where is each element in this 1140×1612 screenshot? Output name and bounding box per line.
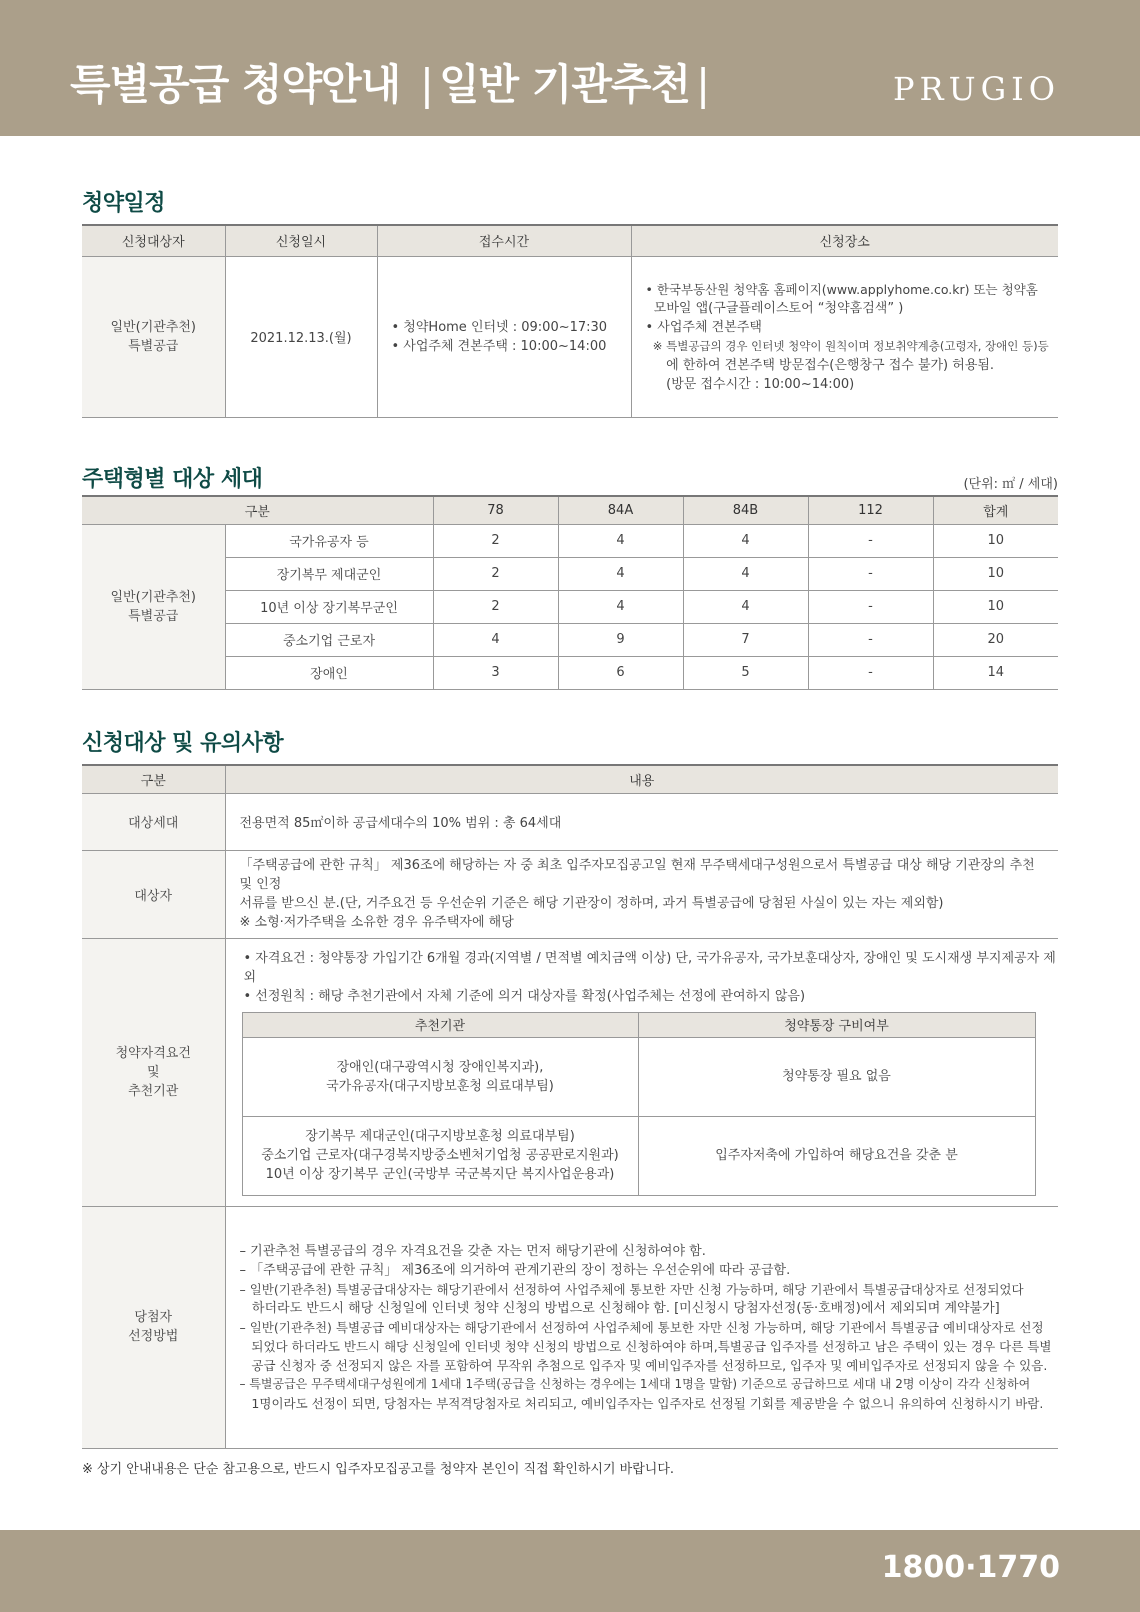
units-cell-total: 10 (933, 524, 1058, 557)
notice-selection-line: 하더라도 반드시 해당 신청일에 인터넷 청약 신청의 방법으로 신청해야 함. [미신청시 당첨자선정(동·호배정)에서 제외되며 계약불가] (239, 1300, 1000, 1316)
schedule-time-item: • 사업주체 견본주택 : 10:00~14:00 (391, 338, 607, 354)
units-header-78: 78 (433, 496, 558, 524)
notice-eligible-cell (225, 850, 1058, 938)
table-row (82, 656, 1058, 689)
units-row-label: 장기복무 제대군인 (225, 557, 433, 590)
notice-qualification-label-1: 청약자격요건 (115, 1045, 191, 1061)
schedule-title: 청약일정 (82, 190, 166, 216)
units-cell-84a: 6 (558, 656, 683, 689)
units-cell-112: - (808, 656, 933, 689)
notice-title: 신청대상 및 유의사항 (82, 730, 284, 756)
schedule-target-cell (82, 256, 225, 417)
notice-qualification-label-2: 및 (146, 1064, 160, 1080)
title-sub: 일반 기관추천 (438, 60, 691, 109)
title-main: 특별공급 청약안내 (70, 60, 401, 109)
inner-org-line: 장애인(대구광역시청 장애인복지과), (336, 1059, 544, 1075)
phone-number: 1800·1770 (881, 1550, 1060, 1585)
units-cell-112: - (808, 557, 933, 590)
units-title: 주택형별 대상 세대 (82, 466, 263, 492)
units-cell-total: 10 (933, 590, 1058, 623)
table-row (82, 557, 1058, 590)
notice-label-households: 대상세대 (82, 793, 225, 850)
schedule-header-time: 접수시간 (377, 225, 631, 256)
table-row (82, 623, 1058, 656)
schedule-times-cell (377, 256, 631, 417)
table-row (242, 1116, 1035, 1195)
units-cell-84a: 9 (558, 623, 683, 656)
schedule-date: 2021.12.13.(월) (225, 256, 377, 417)
schedule-place-line: (방문 접수시간 : 10:00~14:00) (645, 376, 855, 392)
units-cell-84a: 4 (558, 590, 683, 623)
units-cell-112: - (808, 524, 933, 557)
notice-eligible-line: 「주택공급에 관한 규칙」 제36조에 해당하는 자 중 최초 입주자모집공고일 현재 무주택세대구성원으로서 특별공급 대상 해당 기관장의 추천 및 인정 (239, 858, 1035, 892)
units-cell-84b: 4 (683, 524, 808, 557)
units-cell-total: 10 (933, 557, 1058, 590)
notice-qualification-label-cell (82, 938, 225, 1206)
notice-eligible-line: 서류를 받으신 분.(단, 거주요건 등 우선순위 기준은 해당 기관장이 정하며, 과거 특별공급에 당첨된 사실이 있는 자는 제외함) (239, 896, 944, 911)
units-cell-84b: 5 (683, 656, 808, 689)
notice-selection-label-1: 당첨자 (134, 1310, 173, 1325)
units-cell-84a: 4 (558, 524, 683, 557)
notice-households-text: 전용면적 85㎡이하 공급세대수의 10% 범위 : 총 64세대 (225, 793, 1058, 850)
units-cell-112: - (808, 590, 933, 623)
schedule-header-target: 신청대상자 (82, 225, 225, 256)
units-cell-112: - (808, 623, 933, 656)
schedule-place-line: 모바일 앱(구글플레이스토어 “청약홈검색” ) (645, 300, 904, 316)
table-row (82, 1206, 1058, 1448)
schedule-place-line: 에 한하여 견본주택 방문접수(은행창구 접수 불가) 허용됨. (645, 357, 995, 373)
notice-eligible-line: ※ 소형·저가주택을 소유한 경우 유주택자에 해당 (239, 915, 514, 930)
units-row-label: 10년 이상 장기복무군인 (225, 590, 433, 623)
schedule-place-line: ※ 특별공급의 경우 인터넷 청약이 원칙이며 정보취약계층(고령자, 장애인 등)등 (645, 338, 1049, 353)
schedule-place-line: • 사업주체 견본주택 (645, 319, 762, 335)
units-cell-78: 4 (433, 623, 558, 656)
units-cell-total: 14 (933, 656, 1058, 689)
schedule-target-line2: 특별공급 (128, 338, 179, 354)
units-cell-78: 3 (433, 656, 558, 689)
units-cell-84b: 4 (683, 557, 808, 590)
notice-header-category: 구분 (82, 765, 225, 793)
page-title (70, 52, 715, 112)
notice-header-content: 내용 (225, 765, 1058, 793)
units-row-label: 중소기업 근로자 (225, 623, 433, 656)
units-cell-total: 20 (933, 623, 1058, 656)
inner-org-line: 중소기업 근로자(대구경북지방중소벤처기업청 공공판로지원과) (261, 1148, 619, 1163)
units-header-total: 합계 (933, 496, 1058, 524)
inner-org-cell (242, 1037, 638, 1116)
schedule-time-item: • 청약Home 인터넷 : 09:00~17:30 (391, 319, 608, 335)
recommend-org-table (242, 1012, 1036, 1196)
notice-selection-label-cell (82, 1206, 225, 1448)
table-row (82, 590, 1058, 623)
notice-label-eligible: 대상자 (82, 850, 225, 938)
inner-org-cell (242, 1116, 638, 1195)
header-banner (0, 0, 1140, 136)
units-row-label: 장애인 (225, 656, 433, 689)
inner-org-line: 장기복무 제대군인(대구지방보훈청 의료대부팀) (305, 1129, 575, 1144)
units-header-category: 구분 (82, 496, 433, 524)
brand-logo: PRUGIO (892, 70, 1060, 108)
units-unit-note: (단위: ㎡ / 세대) (963, 477, 1058, 492)
notice-qualification-label-3: 추천기관 (128, 1083, 179, 1099)
table-row (82, 850, 1058, 938)
notice-selection-line: – 기관추천 특별공급의 경우 자격요건을 갖춘 자는 먼저 해당기관에 신청하여야 함. (239, 1243, 706, 1259)
schedule-table (82, 224, 1058, 418)
schedule-target-line1: 일반(기관추천) (110, 319, 196, 335)
inner-account-value: 입주자저축에 가입하여 해당요건을 갖춘 분 (638, 1116, 1035, 1195)
units-cell-84a: 4 (558, 557, 683, 590)
table-row (82, 524, 1058, 557)
notice-selection-label-2: 선정방법 (128, 1329, 179, 1344)
notice-selection-line: 공급 신청자 중 선정되지 않은 자를 포함하여 무작위 추첨으로 입주자 및 예비입주자를 선정하므로, 입주자 및 예비입주자로 선정되지 않을 수 있음. (239, 1357, 1048, 1373)
units-row-label: 국가유공자 등 (225, 524, 433, 557)
notice-qualification-bullet: • 자격요건 : 청약통장 가입기간 6개월 경과(지역별 / 면적별 예치금액 이상) 단, 국가유공자, 국가보훈대상자, 장애인 및 도시재생 부지제공자 제외 (243, 950, 1056, 985)
units-cell-78: 2 (433, 590, 558, 623)
footer-banner (0, 1530, 1140, 1612)
units-table (82, 495, 1058, 690)
inner-header-org: 추천기관 (242, 1012, 638, 1037)
inner-org-line: 국가유공자(대구지방보훈청 의료대부팀) (326, 1078, 554, 1094)
units-group-cell (82, 524, 225, 689)
title-separator-left: | (419, 60, 433, 109)
units-header-112: 112 (808, 496, 933, 524)
notice-selection-line: 1명이라도 선정이 되면, 당첨자는 부적격당첨자로 처리되고, 예비입주자는 입주자로 선정될 기회를 제공받을 수 없으니 유의하여 신청하시기 바람. (239, 1395, 1044, 1411)
units-cell-78: 2 (433, 524, 558, 557)
units-cell-84b: 7 (683, 623, 808, 656)
schedule-header-place: 신청장소 (631, 225, 1058, 256)
inner-account-value: 청약통장 필요 없음 (638, 1037, 1035, 1116)
title-separator-right: | (696, 60, 710, 109)
notice-selection-line: – 일반(기관추천) 특별공급대상자는 해당기관에서 선정하여 사업주체에 통보한 자만 신청 가능하며, 해당 기관에서 특별공급대상자로 선정되었다 (239, 1281, 1024, 1297)
schedule-places-cell (631, 256, 1058, 417)
footer-note: ※ 상기 안내내용은 단순 참고용으로, 반드시 입주자모집공고를 청약자 본인이 직접 확인하시기 바랍니다. (82, 1462, 675, 1477)
units-header-84a: 84A (558, 496, 683, 524)
schedule-header-date: 신청일시 (225, 225, 377, 256)
notice-selection-line: 되었다 하더라도 반드시 해당 신청일에 인터넷 청약 신청의 방법으로 신청하여야 하며,특별공급 입주자를 선정하고 남은 주택이 있는 경우 다른 특별 (239, 1338, 1052, 1354)
notice-qualification-cell (225, 938, 1058, 1206)
notice-selection-line: – 일반(기관추천) 특별공급 예비대상자는 해당기관에서 선정하여 사업주체에 통보한 자만 신청 가능하며, 해당 기관에서 특별공급 예비대상자로 선정 (239, 1319, 1044, 1335)
units-cell-78: 2 (433, 557, 558, 590)
table-row (82, 938, 1058, 1206)
units-header-84b: 84B (683, 496, 808, 524)
table-row (82, 793, 1058, 850)
units-group-line1: 일반(기관추천) (110, 589, 196, 605)
inner-org-line: 10년 이상 장기복무 군인(국방부 국군복지단 복지사업운용과) (265, 1167, 615, 1182)
notice-selection-line: – 특별공급은 무주택세대구성원에게 1세대 1주택(공급을 신청하는 경우에는 1세대 1명을 말함) 기준으로 공급하므로 세대 내 2명 이상이 각각 신청하여 (239, 1376, 1031, 1391)
notice-qualification-bullet: • 선정원칙 : 해당 추천기관에서 자체 기준에 의거 대상자를 확정(사업주체는 선정에 관여하지 않음) (243, 988, 806, 1004)
units-group-line2: 특별공급 (128, 608, 179, 624)
notice-selection-cell (225, 1206, 1058, 1448)
schedule-place-line: • 한국부동산원 청약홈 홈페이지(www.applyhome.co.kr) 또는 청약홈 (645, 281, 1038, 297)
table-row (242, 1037, 1035, 1116)
inner-header-account: 청약통장 구비여부 (638, 1012, 1035, 1037)
notice-selection-line: – 「주택공급에 관한 규칙」 제36조에 의거하여 관계기관의 장이 정하는 우선순위에 따라 공급함. (239, 1262, 791, 1278)
notice-table (82, 764, 1058, 1449)
units-cell-84b: 4 (683, 590, 808, 623)
